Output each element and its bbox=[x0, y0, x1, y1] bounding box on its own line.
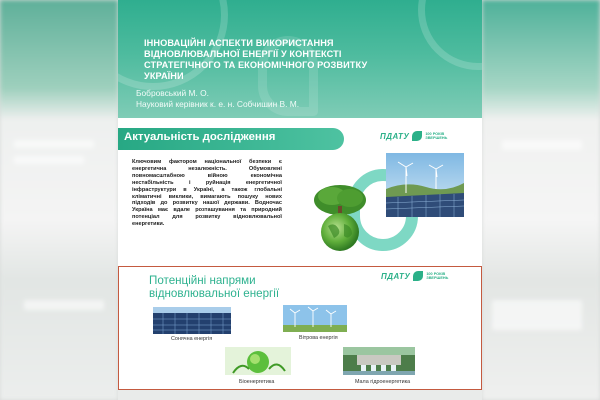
relevance-slide[interactable] bbox=[118, 125, 482, 260]
blurred-background-right bbox=[482, 0, 600, 400]
logo-text: ПДАТУ bbox=[381, 271, 411, 281]
small-hydro-caption: Мала гідроенергетика bbox=[355, 379, 411, 385]
title-slide[interactable] bbox=[118, 0, 482, 118]
solar-energy-caption: Сонячна енергія bbox=[171, 336, 213, 342]
slide-body-text: Ключовим фактором національної безпеки є енергетична незалежність. Обумовлені повномасштабною війною економічна нестабільність і руйнація енергетичної інфраструктури в Україні, а також глобальні кліматичні виклики, вимагають пошуку нових підходів до розвитку нашої держави. Водночас Україна має вдале розташування та природний потенціал для розвитку відновлювальної енергетики. bbox=[132, 159, 282, 228]
advisor-name: Науковий керівник к. е. н. Собчишин В. М. bbox=[136, 99, 300, 109]
leaf-icon bbox=[412, 131, 422, 141]
bottom-background-strip bbox=[118, 390, 482, 400]
logo-years: 100 РОКІВ ЗВЕРШЕНЬ bbox=[426, 271, 449, 280]
university-logo bbox=[381, 271, 452, 281]
slide-title-banner bbox=[118, 128, 344, 150]
bioenergy-caption: Біоенергетика bbox=[239, 379, 275, 385]
solar-energy-image bbox=[153, 307, 231, 334]
small-hydro-image bbox=[343, 347, 415, 375]
decor-circle bbox=[418, 0, 482, 70]
slide-title: ІННОВАЦІЙНІ АСПЕКТИ ВИКОРИСТАННЯ ВІДНОВЛЮВАЛЬНОЇ ЕНЕРГІЇ У КОНТЕКСТІ СТРАТЕГІЧНОГО ТА ЕКОНОМІЧНОГО РОЗВИТКУ УКРАЇНИ bbox=[144, 38, 368, 81]
slide-heading bbox=[149, 274, 279, 300]
bioenergy-image bbox=[225, 347, 291, 375]
blurred-background-left bbox=[0, 0, 118, 400]
tree-globe-illustration bbox=[304, 180, 376, 252]
slide-heading-line2: відновлювальної енергії bbox=[149, 287, 280, 300]
wind-energy-image bbox=[283, 305, 347, 332]
university-logo bbox=[380, 131, 451, 141]
wind-solar-photo bbox=[386, 153, 464, 217]
renewable-directions-slide[interactable] bbox=[118, 266, 482, 390]
logo-text: ПДАТУ bbox=[380, 131, 410, 141]
slide-title: Актуальність дослідження bbox=[124, 131, 276, 143]
logo-years: 100 РОКІВ ЗВЕРШЕНЬ bbox=[425, 131, 448, 140]
slide-heading-line1: Потенційні напрями bbox=[149, 274, 256, 287]
author-name: Бобровський М. О. bbox=[136, 88, 209, 98]
wind-energy-caption: Вітрова енергія bbox=[299, 335, 338, 341]
leaf-icon bbox=[413, 271, 423, 281]
slides-column bbox=[118, 0, 482, 400]
